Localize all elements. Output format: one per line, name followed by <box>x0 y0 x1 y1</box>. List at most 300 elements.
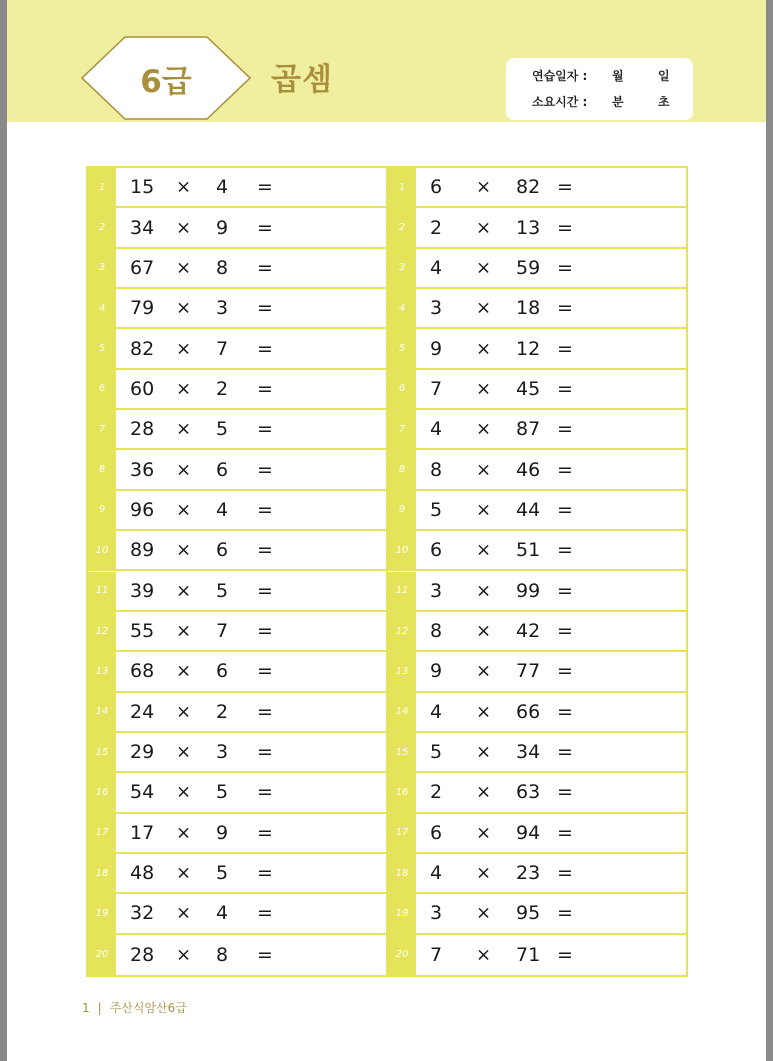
multiplier: 99 <box>516 579 541 602</box>
multiplicand: 4 <box>430 256 443 279</box>
times-sign: × <box>476 257 492 279</box>
equals-sign: = <box>557 943 573 966</box>
multiplicand: 8 <box>430 620 443 643</box>
problem-row <box>88 289 387 329</box>
problem-row <box>88 854 387 894</box>
times-sign: × <box>176 176 192 198</box>
times-sign: × <box>176 660 192 682</box>
problem-expression <box>416 773 687 811</box>
equals-sign: = <box>257 256 273 279</box>
problem-number: 12 <box>388 612 416 650</box>
multiplier: 82 <box>516 176 541 199</box>
multiplicand: 2 <box>430 216 443 239</box>
times-sign: × <box>476 781 492 803</box>
multiplier: 18 <box>516 297 541 320</box>
problem-expression <box>116 572 387 610</box>
multiplier: 7 <box>216 337 229 360</box>
equals-sign: = <box>557 377 573 400</box>
problem-expression <box>416 894 687 932</box>
problem-row <box>88 410 387 450</box>
equals-sign: = <box>557 539 573 562</box>
equals-sign: = <box>557 498 573 521</box>
multiplier: 51 <box>516 539 541 562</box>
problem-expression <box>116 329 387 367</box>
problem-row <box>88 894 387 934</box>
problem-expression <box>116 370 387 408</box>
book-title: 주산식암산6급 <box>109 1001 187 1015</box>
equals-sign: = <box>257 700 273 723</box>
multiplicand: 29 <box>130 741 155 764</box>
problem-row <box>388 491 687 531</box>
problem-number: 14 <box>88 693 116 731</box>
multiplicand: 4 <box>430 700 443 723</box>
problem-number: 9 <box>88 491 116 529</box>
problem-row <box>88 693 387 733</box>
problem-expression <box>116 168 387 206</box>
multiplicand: 4 <box>430 418 443 441</box>
times-sign: × <box>176 499 192 521</box>
times-sign: × <box>476 944 492 966</box>
problem-row <box>388 208 687 248</box>
problem-expression <box>116 410 387 448</box>
multiplier: 23 <box>516 862 541 885</box>
problem-number: 15 <box>388 733 416 771</box>
problem-row <box>388 531 687 571</box>
problem-number: 12 <box>88 612 116 650</box>
problem-expression <box>116 693 387 731</box>
problem-number: 16 <box>388 773 416 811</box>
multiplier: 2 <box>216 377 229 400</box>
equals-sign: = <box>557 176 573 199</box>
multiplier: 4 <box>216 498 229 521</box>
multiplier: 5 <box>216 862 229 885</box>
equals-sign: = <box>557 862 573 885</box>
problem-number: 6 <box>388 370 416 408</box>
problem-number: 9 <box>388 491 416 529</box>
problem-expression <box>116 733 387 771</box>
multiplicand: 7 <box>430 377 443 400</box>
multiplier: 66 <box>516 700 541 723</box>
times-sign: × <box>176 378 192 400</box>
problem-row <box>388 450 687 490</box>
times-sign: × <box>176 944 192 966</box>
problem-number: 16 <box>88 773 116 811</box>
equals-sign: = <box>257 337 273 360</box>
problem-row <box>88 531 387 571</box>
multiplicand: 6 <box>430 539 443 562</box>
equals-sign: = <box>257 902 273 925</box>
problem-expression <box>116 935 387 975</box>
multiplicand: 68 <box>130 660 155 683</box>
equals-sign: = <box>257 620 273 643</box>
problem-number: 4 <box>388 289 416 327</box>
times-sign: × <box>176 459 192 481</box>
times-sign: × <box>176 902 192 924</box>
minute-unit: 분 <box>612 95 624 109</box>
multiplicand: 32 <box>130 902 155 925</box>
problem-expression <box>116 854 387 892</box>
problem-expression <box>416 370 687 408</box>
equals-sign: = <box>257 297 273 320</box>
problem-expression <box>416 733 687 771</box>
problem-expression <box>416 531 687 569</box>
equals-sign: = <box>557 418 573 441</box>
problem-number: 3 <box>88 249 116 287</box>
multiplier: 45 <box>516 377 541 400</box>
multiplier: 6 <box>216 660 229 683</box>
problem-number: 13 <box>88 652 116 690</box>
problem-expression <box>116 491 387 529</box>
problem-expression <box>416 693 687 731</box>
times-sign: × <box>176 822 192 844</box>
worksheet-page <box>7 0 766 1061</box>
problem-number: 5 <box>388 329 416 367</box>
times-sign: × <box>176 862 192 884</box>
multiplier: 4 <box>216 902 229 925</box>
problem-row <box>388 773 687 813</box>
equals-sign: = <box>557 902 573 925</box>
left-problem-column <box>88 168 387 975</box>
multiplier: 9 <box>216 821 229 844</box>
month-unit: 월 <box>612 69 624 83</box>
times-sign: × <box>476 378 492 400</box>
equals-sign: = <box>257 176 273 199</box>
times-sign: × <box>476 217 492 239</box>
problem-expression <box>416 572 687 610</box>
times-sign: × <box>476 862 492 884</box>
problem-expression <box>116 612 387 650</box>
problem-expression <box>416 612 687 650</box>
problem-row <box>388 370 687 410</box>
multiplicand: 60 <box>130 377 155 400</box>
problem-row <box>388 652 687 692</box>
problem-row <box>388 733 687 773</box>
equals-sign: = <box>557 620 573 643</box>
problem-number: 11 <box>388 572 416 610</box>
problem-number: 3 <box>388 249 416 287</box>
multiplier: 95 <box>516 902 541 925</box>
problem-expression <box>116 450 387 488</box>
problem-expression <box>416 289 687 327</box>
problem-expression <box>116 531 387 569</box>
problem-row <box>388 410 687 450</box>
problem-expression <box>116 289 387 327</box>
problem-number: 15 <box>88 733 116 771</box>
times-sign: × <box>176 297 192 319</box>
header-band <box>7 0 766 122</box>
problem-expression <box>416 208 687 246</box>
right-problem-column <box>388 168 687 975</box>
multiplicand: 5 <box>430 498 443 521</box>
second-unit: 초 <box>658 95 670 109</box>
problem-expression <box>116 894 387 932</box>
multiplier: 5 <box>216 781 229 804</box>
problem-number: 10 <box>388 531 416 569</box>
equals-sign: = <box>257 821 273 844</box>
footer-separator: | <box>97 1001 102 1015</box>
equals-sign: = <box>257 781 273 804</box>
multiplier: 71 <box>516 943 541 966</box>
multiplicand: 24 <box>130 700 155 723</box>
problem-row <box>388 894 687 934</box>
problem-expression <box>416 491 687 529</box>
equals-sign: = <box>557 741 573 764</box>
multiplicand: 36 <box>130 458 155 481</box>
problem-row <box>88 572 387 612</box>
times-sign: × <box>476 902 492 924</box>
problem-row <box>388 168 687 208</box>
equals-sign: = <box>257 498 273 521</box>
practice-date-label: 연습일자 : <box>532 69 588 83</box>
times-sign: × <box>476 822 492 844</box>
multiplier: 63 <box>516 781 541 804</box>
problem-expression <box>416 168 687 206</box>
equals-sign: = <box>557 256 573 279</box>
multiplicand: 5 <box>430 741 443 764</box>
equals-sign: = <box>557 337 573 360</box>
multiplicand: 89 <box>130 539 155 562</box>
multiplier: 46 <box>516 458 541 481</box>
problem-row <box>88 814 387 854</box>
equals-sign: = <box>257 216 273 239</box>
page-title: 곱셈 <box>271 62 333 98</box>
problem-row <box>388 612 687 652</box>
problem-number: 19 <box>88 894 116 932</box>
multiplier: 13 <box>516 216 541 239</box>
multiplicand: 39 <box>130 579 155 602</box>
multiplicand: 15 <box>130 176 155 199</box>
multiplier: 3 <box>216 297 229 320</box>
problem-number: 20 <box>388 935 416 975</box>
problem-row <box>388 935 687 975</box>
equals-sign: = <box>557 297 573 320</box>
times-sign: × <box>476 499 492 521</box>
times-sign: × <box>476 580 492 602</box>
problem-row <box>88 208 387 248</box>
multiplier: 59 <box>516 256 541 279</box>
problem-number: 5 <box>88 329 116 367</box>
times-sign: × <box>176 338 192 360</box>
times-sign: × <box>176 781 192 803</box>
problem-number: 18 <box>88 854 116 892</box>
multiplicand: 54 <box>130 781 155 804</box>
problem-row <box>388 329 687 369</box>
problem-row <box>388 249 687 289</box>
equals-sign: = <box>257 741 273 764</box>
problem-number: 8 <box>388 450 416 488</box>
grade-label: 6급 <box>140 63 192 100</box>
equals-sign: = <box>257 418 273 441</box>
multiplicand: 28 <box>130 943 155 966</box>
problem-number: 19 <box>388 894 416 932</box>
problem-row <box>388 814 687 854</box>
problem-number: 17 <box>388 814 416 852</box>
grade-badge <box>81 36 251 120</box>
problem-row <box>88 450 387 490</box>
problem-grid <box>86 166 688 977</box>
equals-sign: = <box>557 216 573 239</box>
problem-expression <box>116 249 387 287</box>
multiplicand: 7 <box>430 943 443 966</box>
times-sign: × <box>476 701 492 723</box>
problem-number: 8 <box>88 450 116 488</box>
problem-expression <box>416 814 687 852</box>
problem-number: 1 <box>88 168 116 206</box>
times-sign: × <box>176 257 192 279</box>
problem-number: 4 <box>88 289 116 327</box>
problem-number: 17 <box>88 814 116 852</box>
multiplicand: 3 <box>430 579 443 602</box>
multiplier: 87 <box>516 418 541 441</box>
multiplicand: 8 <box>430 458 443 481</box>
practice-info-box <box>506 58 693 120</box>
problem-number: 18 <box>388 854 416 892</box>
page-footer <box>82 999 187 1016</box>
problem-row <box>88 329 387 369</box>
equals-sign: = <box>257 579 273 602</box>
problem-row <box>388 854 687 894</box>
multiplicand: 48 <box>130 862 155 885</box>
times-sign: × <box>476 418 492 440</box>
multiplicand: 67 <box>130 256 155 279</box>
multiplier: 4 <box>216 176 229 199</box>
problem-row <box>88 491 387 531</box>
times-sign: × <box>476 660 492 682</box>
problem-number: 20 <box>88 935 116 975</box>
multiplier: 8 <box>216 256 229 279</box>
equals-sign: = <box>557 700 573 723</box>
time-spent-row <box>506 93 693 113</box>
times-sign: × <box>176 701 192 723</box>
times-sign: × <box>176 741 192 763</box>
equals-sign: = <box>557 458 573 481</box>
problem-row <box>88 168 387 208</box>
day-unit: 일 <box>658 69 670 83</box>
multiplicand: 82 <box>130 337 155 360</box>
problem-row <box>88 935 387 975</box>
problem-row <box>88 612 387 652</box>
times-sign: × <box>476 459 492 481</box>
problem-row <box>88 733 387 773</box>
equals-sign: = <box>557 781 573 804</box>
times-sign: × <box>176 418 192 440</box>
times-sign: × <box>476 176 492 198</box>
problem-number: 7 <box>388 410 416 448</box>
multiplier: 34 <box>516 741 541 764</box>
equals-sign: = <box>257 943 273 966</box>
multiplier: 12 <box>516 337 541 360</box>
multiplier: 5 <box>216 418 229 441</box>
multiplier: 3 <box>216 741 229 764</box>
problem-row <box>388 289 687 329</box>
problem-expression <box>416 854 687 892</box>
equals-sign: = <box>557 579 573 602</box>
equals-sign: = <box>257 377 273 400</box>
multiplier: 9 <box>216 216 229 239</box>
times-sign: × <box>176 217 192 239</box>
problem-expression <box>416 329 687 367</box>
practice-date-row <box>506 67 693 87</box>
problem-expression <box>416 652 687 690</box>
page-number: 1 <box>82 1001 90 1015</box>
problem-row <box>388 572 687 612</box>
problem-expression <box>116 773 387 811</box>
multiplier: 94 <box>516 821 541 844</box>
multiplier: 42 <box>516 620 541 643</box>
multiplicand: 55 <box>130 620 155 643</box>
multiplicand: 79 <box>130 297 155 320</box>
multiplicand: 9 <box>430 337 443 360</box>
times-sign: × <box>476 620 492 642</box>
multiplicand: 3 <box>430 902 443 925</box>
multiplier: 5 <box>216 579 229 602</box>
multiplicand: 28 <box>130 418 155 441</box>
multiplier: 77 <box>516 660 541 683</box>
multiplicand: 9 <box>430 660 443 683</box>
problem-row <box>88 652 387 692</box>
multiplicand: 3 <box>430 297 443 320</box>
problem-expression <box>416 935 687 975</box>
multiplier: 6 <box>216 458 229 481</box>
time-spent-label: 소요시간 : <box>532 95 588 109</box>
problem-expression <box>116 652 387 690</box>
problem-number: 13 <box>388 652 416 690</box>
problem-expression <box>416 249 687 287</box>
equals-sign: = <box>257 458 273 481</box>
multiplicand: 4 <box>430 862 443 885</box>
times-sign: × <box>176 539 192 561</box>
problem-expression <box>416 450 687 488</box>
problem-number: 11 <box>88 572 116 610</box>
multiplier: 2 <box>216 700 229 723</box>
multiplicand: 6 <box>430 821 443 844</box>
times-sign: × <box>476 741 492 763</box>
problem-number: 7 <box>88 410 116 448</box>
equals-sign: = <box>257 862 273 885</box>
problem-number: 1 <box>388 168 416 206</box>
problem-number: 2 <box>88 208 116 246</box>
problem-number: 10 <box>88 531 116 569</box>
problem-number: 2 <box>388 208 416 246</box>
equals-sign: = <box>557 660 573 683</box>
problem-number: 6 <box>88 370 116 408</box>
problem-number: 14 <box>388 693 416 731</box>
multiplier: 7 <box>216 620 229 643</box>
multiplicand: 6 <box>430 176 443 199</box>
problem-expression <box>116 814 387 852</box>
equals-sign: = <box>557 821 573 844</box>
problem-expression <box>416 410 687 448</box>
multiplicand: 2 <box>430 781 443 804</box>
multiplicand: 17 <box>130 821 155 844</box>
times-sign: × <box>476 297 492 319</box>
multiplier: 6 <box>216 539 229 562</box>
multiplicand: 96 <box>130 498 155 521</box>
multiplier: 8 <box>216 943 229 966</box>
multiplicand: 34 <box>130 216 155 239</box>
problem-expression <box>116 208 387 246</box>
equals-sign: = <box>257 660 273 683</box>
times-sign: × <box>476 539 492 561</box>
problem-row <box>88 249 387 289</box>
problem-row <box>388 693 687 733</box>
times-sign: × <box>176 580 192 602</box>
equals-sign: = <box>257 539 273 562</box>
times-sign: × <box>476 338 492 360</box>
times-sign: × <box>176 620 192 642</box>
multiplier: 44 <box>516 498 541 521</box>
problem-row <box>88 773 387 813</box>
